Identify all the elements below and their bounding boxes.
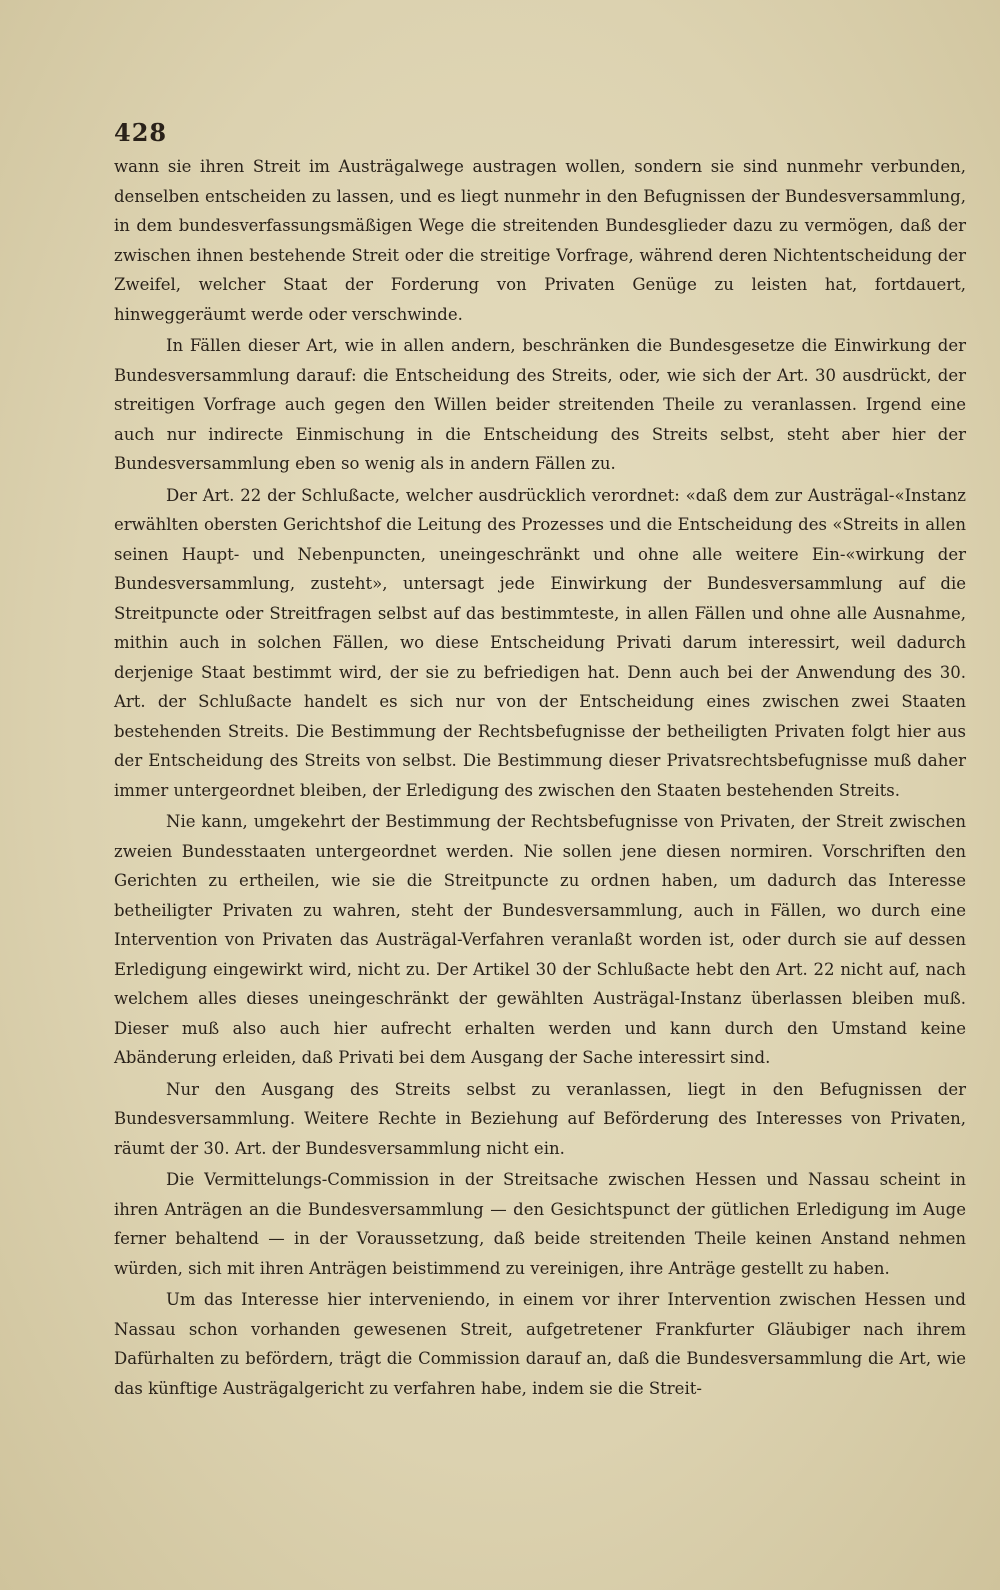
paragraph: Der Art. 22 der Schlußacte, welcher ausdrücklich verordnet: «daß dem zur Austrägal-«Instanz erwählten obersten Gerichtshof die Leitung des Prozesses und die Entscheidung des «Streits in allen seinen Haupt- und Nebenpuncten, uneingeschränkt und ohne alle weitere Ein-«wirkung der Bundesversammlung, zusteht», untersagt jede Einwirkung der Bundesversammlung auf die Streitpuncte oder Streitfragen selbst auf das bestimmteste, in allen Fällen und ohne alle Ausnahme, mithin auch in solchen Fällen, wo diese Entscheidung Privati darum interessirt, weil dadurch derjenige Staat bestimmt wird, der sie zu befriedigen hat. Denn auch bei der Anwendung des 30. Art. der Schlußacte handelt es sich nur von der Entscheidung eines zwischen zwei Staaten bestehenden Streits. Die Bestimmung der Rechtsbefugnisse der betheiligten Privaten folgt hier aus der Entscheidung des Streits von selbst. Die Bestimmung dieser Privatsrechtsbefugnisse muß daher immer untergeordnet bleiben, der Erledigung des zwischen den Staaten bestehenden Streits. — [114, 485, 966, 800]
paragraph: Die Vermittelungs-Commission in der Streitsache zwischen Hessen und Nassau scheint in ihren Anträgen an die Bundesversammlung — den Gesichtspunct der gütlichen Erledigung im Auge ferner behaltend — in der Voraussetzung, daß beide streitenden Theile keinen Anstand nehmen würden, sich mit ihren Anträgen beistimmend zu vereinigen, ihre Anträge gestellt zu haben. — [114, 1170, 966, 1278]
paragraph: Nur den Ausgang des Streits selbst zu veranlassen, liegt in den Befugnissen der Bundesversammlung. Weitere Rechte in Beziehung auf Beförderung des Interesses von Privaten, räumt der 30. Art. der Bundesversammlung nicht ein. — [114, 1079, 966, 1158]
paragraph: In Fällen dieser Art, wie in allen andern, beschränken die Bundesgesetze die Einwirkung der Bundesversammlung darauf: die Entscheidung des Streits, oder, wie sich der Art. 30 ausdrückt, der streitigen Vorfrage auch gegen den Willen beider streitenden Theile zu veranlassen. Irgend eine auch nur indirecte Einmischung in die Entscheidung des Streits selbst, steht aber hier der Bundesversammlung eben so wenig als in andern Fällen zu. — [114, 336, 966, 473]
paragraph: Um das Interesse hier interveniendo, in einem vor ihrer Intervention zwischen Hessen und Nassau schon vorhanden gewesenen Streit, aufgetretener Frankfurter Gläubiger nach ihrem Dafürhalten zu befördern, trägt die Commission darauf an, daß die Bundesversammlung die Art, wie das künftige Austrägalgericht zu verfahren habe, indem sie die Streit- — [114, 1290, 966, 1398]
body-text — [114, 152, 966, 1403]
paragraph: Nie kann, umgekehrt der Bestimmung der Rechtsbefugnisse von Privaten, der Streit zwischen zweien Bundesstaaten untergeordnet werden. Nie sollen jene diesen normiren. Vorschriften den Gerichten zu ertheilen, wie sie die Streitpuncte zu ordnen haben, um dadurch das Interesse betheiligter Privaten zu wahren, steht der Bundesversammlung, auch in Fällen, wo durch eine Intervention von Privaten das Austrägal-Verfahren veranlaßt worden ist, oder durch sie auf dessen Erledigung eingewirkt wird, nicht zu. Der Artikel 30 der Schlußacte hebt den Art. 22 nicht auf, nach welchem alles dieses uneingeschränkt der gewählten Austrägal-Instanz überlassen bleiben muß. Dieser muß also auch hier aufrecht erhalten werden und kann durch den Umstand keine Abänderung erleiden, daß Privati bei dem Ausgang der Sache interessirt sind. — [114, 812, 966, 1067]
page-number: 428 — [114, 118, 168, 147]
paragraph: wann sie ihren Streit im Austrägalwege austragen wollen, sondern sie sind nunmehr verbunden, denselben entscheiden zu lassen, und es liegt nunmehr in den Befugnissen der Bundesversammlung, in dem bundesverfassungsmäßigen Wege die streitenden Bundesglieder dazu zu vermögen, daß der zwischen ihnen bestehende Streit oder die streitige Vorfrage, während deren Nichtentscheidung der Zweifel, welcher Staat der Forderung von Privaten Genüge zu leisten hat, fortdauert, hinweggeräumt werde oder verschwinde. — [114, 157, 966, 324]
